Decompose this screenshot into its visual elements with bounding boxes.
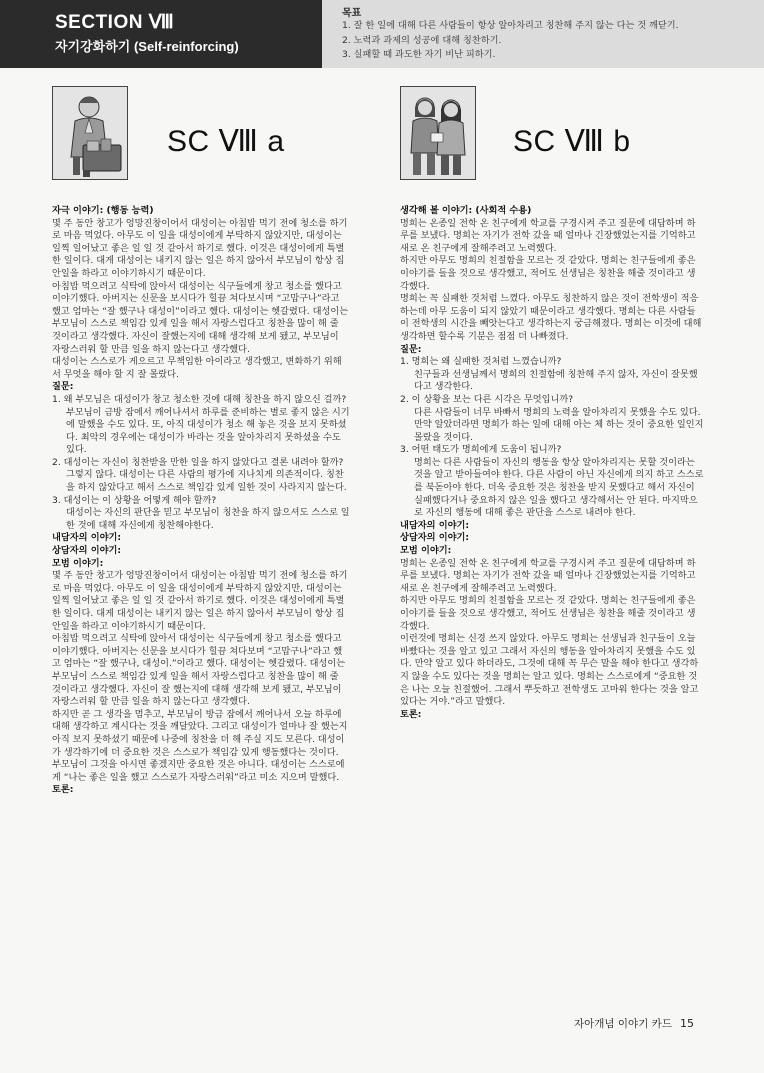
card-b-body <box>400 205 704 721</box>
card-b-header <box>400 86 720 178</box>
goals-box <box>322 0 764 68</box>
card-a-title: SC Ⅷ a <box>167 125 285 158</box>
card-a-answer: 대성이는 자신의 판단을 믿고 부모님이 칭찬을 하지 않으셔도 스스로 일 한 것에 대해 자신에게 칭찬해야한다. <box>66 507 350 531</box>
card-a-story-paragraph: 대성이는 스스로가 게으르고 무책임한 아이라고 생각했고, 변화하기 위해서 무엇을 해야 할 지 잘 몰랐다. <box>52 356 342 380</box>
card-b-questions-heading: 질문: <box>400 343 422 355</box>
card-b-question: 1. 명희는 왜 실패한 것처럼 느꼈습니까? <box>400 356 562 368</box>
goal-item: 1. 잘 한 일에 대해 다른 사람들이 항상 알아차리고 칭찬해 주지 않는 다는 것 깨닫기. <box>342 20 679 31</box>
card-a-client-story: 내담자의 이야기: <box>52 532 121 544</box>
goals-list <box>342 19 679 63</box>
card-b-model-paragraph: 하지만 아무도 명희의 친절함을 모르는 것 같았다. 명희는 친구들에게 좋은 이야기를 들을 것으로 생각했고, 적어도 선생님은 칭찬을 해줄 것이라고 생각했다. <box>400 595 696 632</box>
page-footer <box>574 1016 694 1031</box>
card-b-answer: 친구들과 선생님께서 명희의 친절함에 칭찬해 주지 않자, 자신이 잘못했다고 생각한다. <box>414 368 698 393</box>
card-b-story-paragraph: 명희는 꼭 실패한 것처럼 느꼈다. 아무도 칭찬하지 않은 것이 전학생이 적응하는데 아무 도움이 되지 않았기 때문이라고 생각했다. 명희는 다른 사람들이 전학생의 시간을 빼앗는다고 생각하는지 궁금해졌다. 명희는 이것에 대해 생각하면 할수록 기분은 점점 더 나빠졌다. <box>400 293 702 342</box>
two-girls-illustration <box>401 87 475 179</box>
card-a-question: 1. 왜 부모님은 대성이가 창고 청소한 것에 대해 칭찬을 하지 않으신 걸까? <box>52 393 347 405</box>
card-a-story-paragraph: 몇 주 동안 창고가 엉망진창이어서 대성이는 아침밥 먹기 전에 청소를 하기로 마음 먹었다. 아무도 이 일을 대성이에게 부탁하지 않았지만, 대성이는 일찍 일어났고 좋은 일 일 것 같아서 하기로 했다. 이것은 대성이에게 특별한 일이다. 대게 대성이는 내키지 않는 일은 하지 않아서 부모님이 항상 집안일을 하라고 이야기하시기 때문이다. <box>52 217 348 279</box>
card-a-model-paragraph: 몇 주 동안 창고가 엉망진창이어서 대성이는 아침밥 먹기 전에 청소를 하기로 마음 먹었다. 아무도 이 일을 대성이에게 부탁하지 않았지만, 대성이는 일찍 일어났고 좋은 일 일 것 같아서 하기로 했다. 이것은 대성이에게 특별한 일이다. 대게 대성이는 내키지 않는 일은 하지 않아서 부모님이 항상 집안일을 하라고 이야기하시기 때문이다. <box>52 570 348 632</box>
boy-cleaning-illustration <box>53 87 127 179</box>
section-header <box>0 0 322 68</box>
card-a-model-heading: 모범 이야기: <box>52 557 104 569</box>
card-a-illustration <box>52 86 128 180</box>
section-title: SECTION Ⅷ <box>55 12 175 33</box>
card-a-header <box>52 86 352 178</box>
card-b-answer: 다른 사람들이 너무 바빠서 명희의 노력을 알아차리지 못했을 수도 있다. 만약 알았더라면 명희가 하는 일에 대해 아는 체 하는 것이 중요한 일인지 몰랐을 것이다. <box>414 406 704 443</box>
card-b-counselor-story: 상담자의 이야기: <box>400 532 469 544</box>
goal-item: 2. 노력과 과제의 성공에 대해 칭찬하기. <box>342 34 502 46</box>
card-a-question: 3. 대성이는 이 상황을 어떻게 해야 할까? <box>52 494 217 506</box>
card-a-story-heading: 자극 이야기: (행동 능력) <box>52 205 154 216</box>
card-b-story-heading: 생각해 볼 이야기: (사회적 수용) <box>400 205 532 216</box>
goals-title: 목표 <box>342 8 362 19</box>
card-b-model-paragraph: 이런것에 명희는 신경 쓰지 않았다. 아무도 명희는 선생님과 친구들이 오늘 바빴다는 것을 알고 있고 그래서 자신의 행동을 알아차리지 못했을 수도 있다. 만약 알고 있다 하더라도, 그것에 대해 꼭 무슨 말을 해야 한다고 생각하지 않을 수도 있다는 것을 명희는 알고 있다. 명희는 스스로에게 “중요한 것은 나는 오늘 친절했어. 그래서 뿌듯하고 전학생도 고마워 한다는 것을 알고 있다는 거야.”라고 말했다. <box>400 633 699 708</box>
goal-item: 3. 실패할 때 과도한 자기 비난 피하기. <box>342 49 496 60</box>
card-a-answer: 그렇지 않다. 대성이는 다른 사람의 평가에 지나치게 의존적이다. 칭찬을 하지 않았다고 해서 스스로 책임감 있게 일한 것이 사라지지 않는다. <box>66 469 347 494</box>
card-b-illustration <box>400 86 476 180</box>
card-b-client-story: 내담자의 이야기: <box>400 519 469 531</box>
card-b-discussion: 토론: <box>400 708 422 720</box>
card-a-counselor-story: 상담자의 이야기: <box>52 545 121 557</box>
page-number: 15 <box>679 1017 694 1030</box>
card-a-answer: 부모님이 금방 잠에서 깨어나셔서 하루를 준비하는 별로 좋지 않은 시기에 말했을 수도 있다. 또, 아직 대성이가 청소 해 놓은 것을 보지 못하셨다. 최악의 경우에는 대성이가 바라는 것을 알아차리지 못하셨을 수도 있다. <box>66 406 350 456</box>
card-a-model-paragraph: 아침밥 먹으려고 식탁에 앉아서 대성이는 식구들에게 창고 청소를 했다고 이야기했다. 아버지는 신문을 보시다가 힐끔 쳐다보며 “고맙구나”라고 했고 엄마는 “잘 했구나, 대성이.”이라고 했다. 대성이는 헷갈렸다. 대성이는 부모님이 스스로 책임감 있게 일을 해서 자랑스럽다고 칭찬을 많이 해 줄 것이라고 생각했다. 자신이 잘 했는지에 대해 생각해 보게 됐고, 부모님이 자랑스러워 할 만큼 일을 하지 않는다고 생각했다. <box>52 633 346 708</box>
card-b-model-paragraph: 명희는 온종일 전학 온 친구에게 학교를 구경시켜 주고 질문에 대답하며 하루를 보냈다. 명희는 자기가 전학 갔을 때 얼마나 긴장했었는지를 기억하고 새로 온 친구에게 잘해주려고 노력했다. <box>400 557 696 594</box>
card-b-story-paragraph: 하지만 아무도 명희의 친절함을 모르는 것 같았다. 명희는 친구들에게 좋은 이야기를 들을 것으로 생각했고, 적어도 선생님은 칭찬을 해줄 것이라고 생각했다. <box>400 255 696 292</box>
card-b-question: 2. 이 상황을 보는 다른 시각은 무엇입니까? <box>400 393 574 405</box>
card-b-model-heading: 모범 이야기: <box>400 545 452 557</box>
card-a-question: 2. 대성이는 자신이 칭찬받을 만한 일을 하지 않았다고 결론 내려야 할까? <box>52 456 344 468</box>
card-a-body <box>52 205 350 797</box>
book-title: 자아개념 이야기 카드 <box>574 1018 672 1030</box>
section-subtitle: 자기강화하기 (Self-reinforcing) <box>55 39 239 54</box>
card-b-answer: 명희는 다른 사람들이 자신의 행동을 항상 알아차리지는 못할 것이라는 것을 알고 받아들여야 한다. 다른 사람이 아닌 자신에게 의지 하고 스스로를 북돋아야 한다. 더욱 중요한 것은 칭찬을 받지 못했다고 해서 자신이 실패했다거나 중요하지 않은 일을 했다고 생각해서는 안 된다. 마지막으로 자신의 행동에 대해 좋은 판단을 스스로 내려야 한다. <box>414 456 704 519</box>
card-a-questions-heading: 질문: <box>52 381 74 393</box>
card-b-title: SC Ⅷ b <box>513 125 631 158</box>
card-a-discussion: 토론: <box>52 784 74 796</box>
card-a-story-paragraph: 아침밥 먹으려고 식탁에 앉아서 대성이는 식구들에게 창고 청소를 했다고 이야기했다. 아버지는 신문을 보시다가 힐끔 쳐다보시며 “고맙구나”라고 했고 엄마는 “잘 했구나 대성이”이라고 했다. 대성이는 헷갈렸다. 대성이는 부모님이 스스로 책임감 있게 일을 해서 자랑스럽다고 칭찬을 많이 해 줄 것이라고 생각했다. 자신이 잘했는지에 대해 생각해 보게 됐고, 부모님이 자랑스러워 할 만큼 일을 하지 않는다고 생각했다. <box>52 280 349 355</box>
card-b-question: 3. 어떤 태도가 명희에게 도움이 됩니까? <box>400 444 562 456</box>
card-a-model-paragraph: 하지만 곧 그 생각을 멈추고, 부모님이 방금 잠에서 깨어나서 오늘 하루에 대해 생각하고 계시다는 것을 깨달았다. 그리고 대성이가 얼마나 잘 했는지 아직 보지 못하셨기 때문에 나중에 칭찬을 더 해 주실 지도 모른다. 대성이가 생각하기에 더 중요한 것은 스스로가 책임감 있게 행동했다는 것이다. 부모님이 그것을 아시면 좋겠지만 중요한 것은 아니다. 대성이는 스스로에게 “나는 좋은 일을 했고 스스로가 자랑스러워”라고 미소 지으며 말했다. <box>52 708 348 783</box>
card-b-story-paragraph: 명희는 온종일 전학 온 친구에게 학교를 구경시켜 주고 질문에 대답하며 하루를 보냈다. 명희는 자기가 전학 갔을 때 얼마나 긴장했었는지를 기억하고 새로 온 친구에게 잘해주려고 노력했다. <box>400 217 696 254</box>
